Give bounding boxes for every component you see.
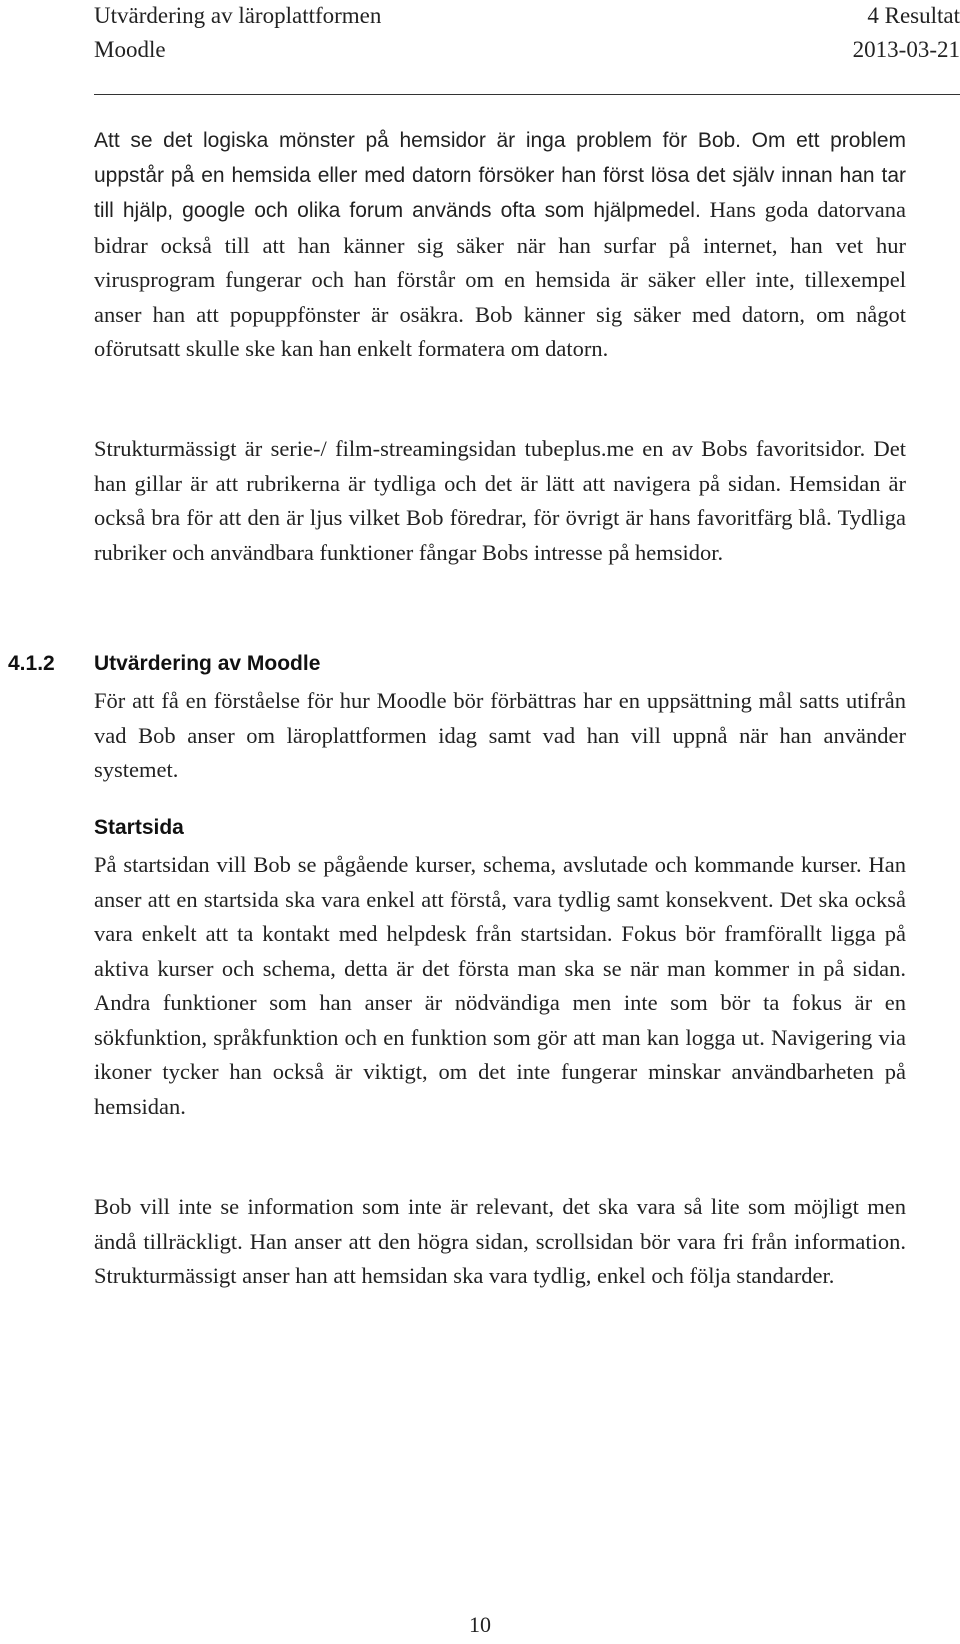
header-date: 2013-03-21 [852,37,960,62]
paragraph-3-text: För att få en förståelse för hur Moodle bör förbättras har en uppsättning mål satts utifrån vad Bob anser om läroplattformen idag samt vad han vill uppnå när han använder systemet. [94,688,906,782]
section-heading [8,652,321,676]
section-number: 4.1.2 [8,652,55,675]
paragraph-1-serif-part: Hans goda datorvana bidrar också till att han känner sig säker när han surfar på internet, han vet hur virusprogram fungerar och han förstår om en hemsida är säker eller inte, tillexempel anser han att popuppfönster är osäkra. Bob känner sig säker med datorn, om något oförutsatt skulle ske kan han enkelt formatera om datorn. [94,197,907,361]
paragraph-4-text: På startsidan vill Bob se pågående kurser, schema, avslutade och kommande kurser. Han anser att en startsida ska vara enkel att förstå, vara tydlig samt konsekvent. Det ska också vara enkelt att ta kontakt med helpdesk från startsidan. Fokus bör framförallt ligga på aktiva kurser och schema, detta är det första man ska se när man kommer in på sidan. Andra funktioner som han anser är nödvändiga men inte som bör ta fokus är en sökfunktion, språkfunktion och en funktion som gör att man kan logga ut. Navigering via ikoner tycker han också är viktigt, om det inte fungerar minskar användbarheten på hemsidan. [94,852,906,1119]
section-title: Utvärdering av Moodle [94,652,321,675]
header-subtitle: Moodle [94,37,166,62]
paragraph-2-text: Strukturmässigt är serie-/ film-streamingsidan tubeplus.me en av Bobs favoritsidor. Det han gillar är att rubrikerna är tydliga och det är lätt att navigera på sidan. Hemsidan är också bra för att den är ljus vilket Bob föredrar, för övrigt är hans favoritfärg blå. Tydliga rubriker och användbara funktioner fångar Bobs intresse på hemsidor. [94,436,906,565]
subheading-startsida: Startsida [94,816,184,839]
paragraph-3 [94,684,906,788]
header-section-label: 4 Resultat [867,3,960,28]
paragraph-5 [94,1190,906,1294]
paragraph-1-sans-part: Att se det logiska mönster på hemsidor är inga problem för Bob. Om ett problem uppstår på en hemsida eller med datorn försöker han först lösa det själv innan han tar till hjälp, google och olika forum används ofta som hjälpmedel. [94,129,906,222]
paragraph-5-text: Bob vill inte se information som inte är relevant, det ska vara så lite som möjligt men ändå tillräckligt. Han anser att den högra sidan, scrollsidan bör vara fri från information. Strukturmässigt anser han att hemsidan ska vara tydlig, enkel och följa standarder. [94,1194,906,1288]
paragraph-1 [94,124,906,367]
paragraph-2 [94,432,906,570]
page-number: 10 [469,1612,491,1637]
paragraph-4 [94,848,906,1124]
header-divider [94,94,960,95]
header-title: Utvärdering av läroplattformen [94,3,382,28]
